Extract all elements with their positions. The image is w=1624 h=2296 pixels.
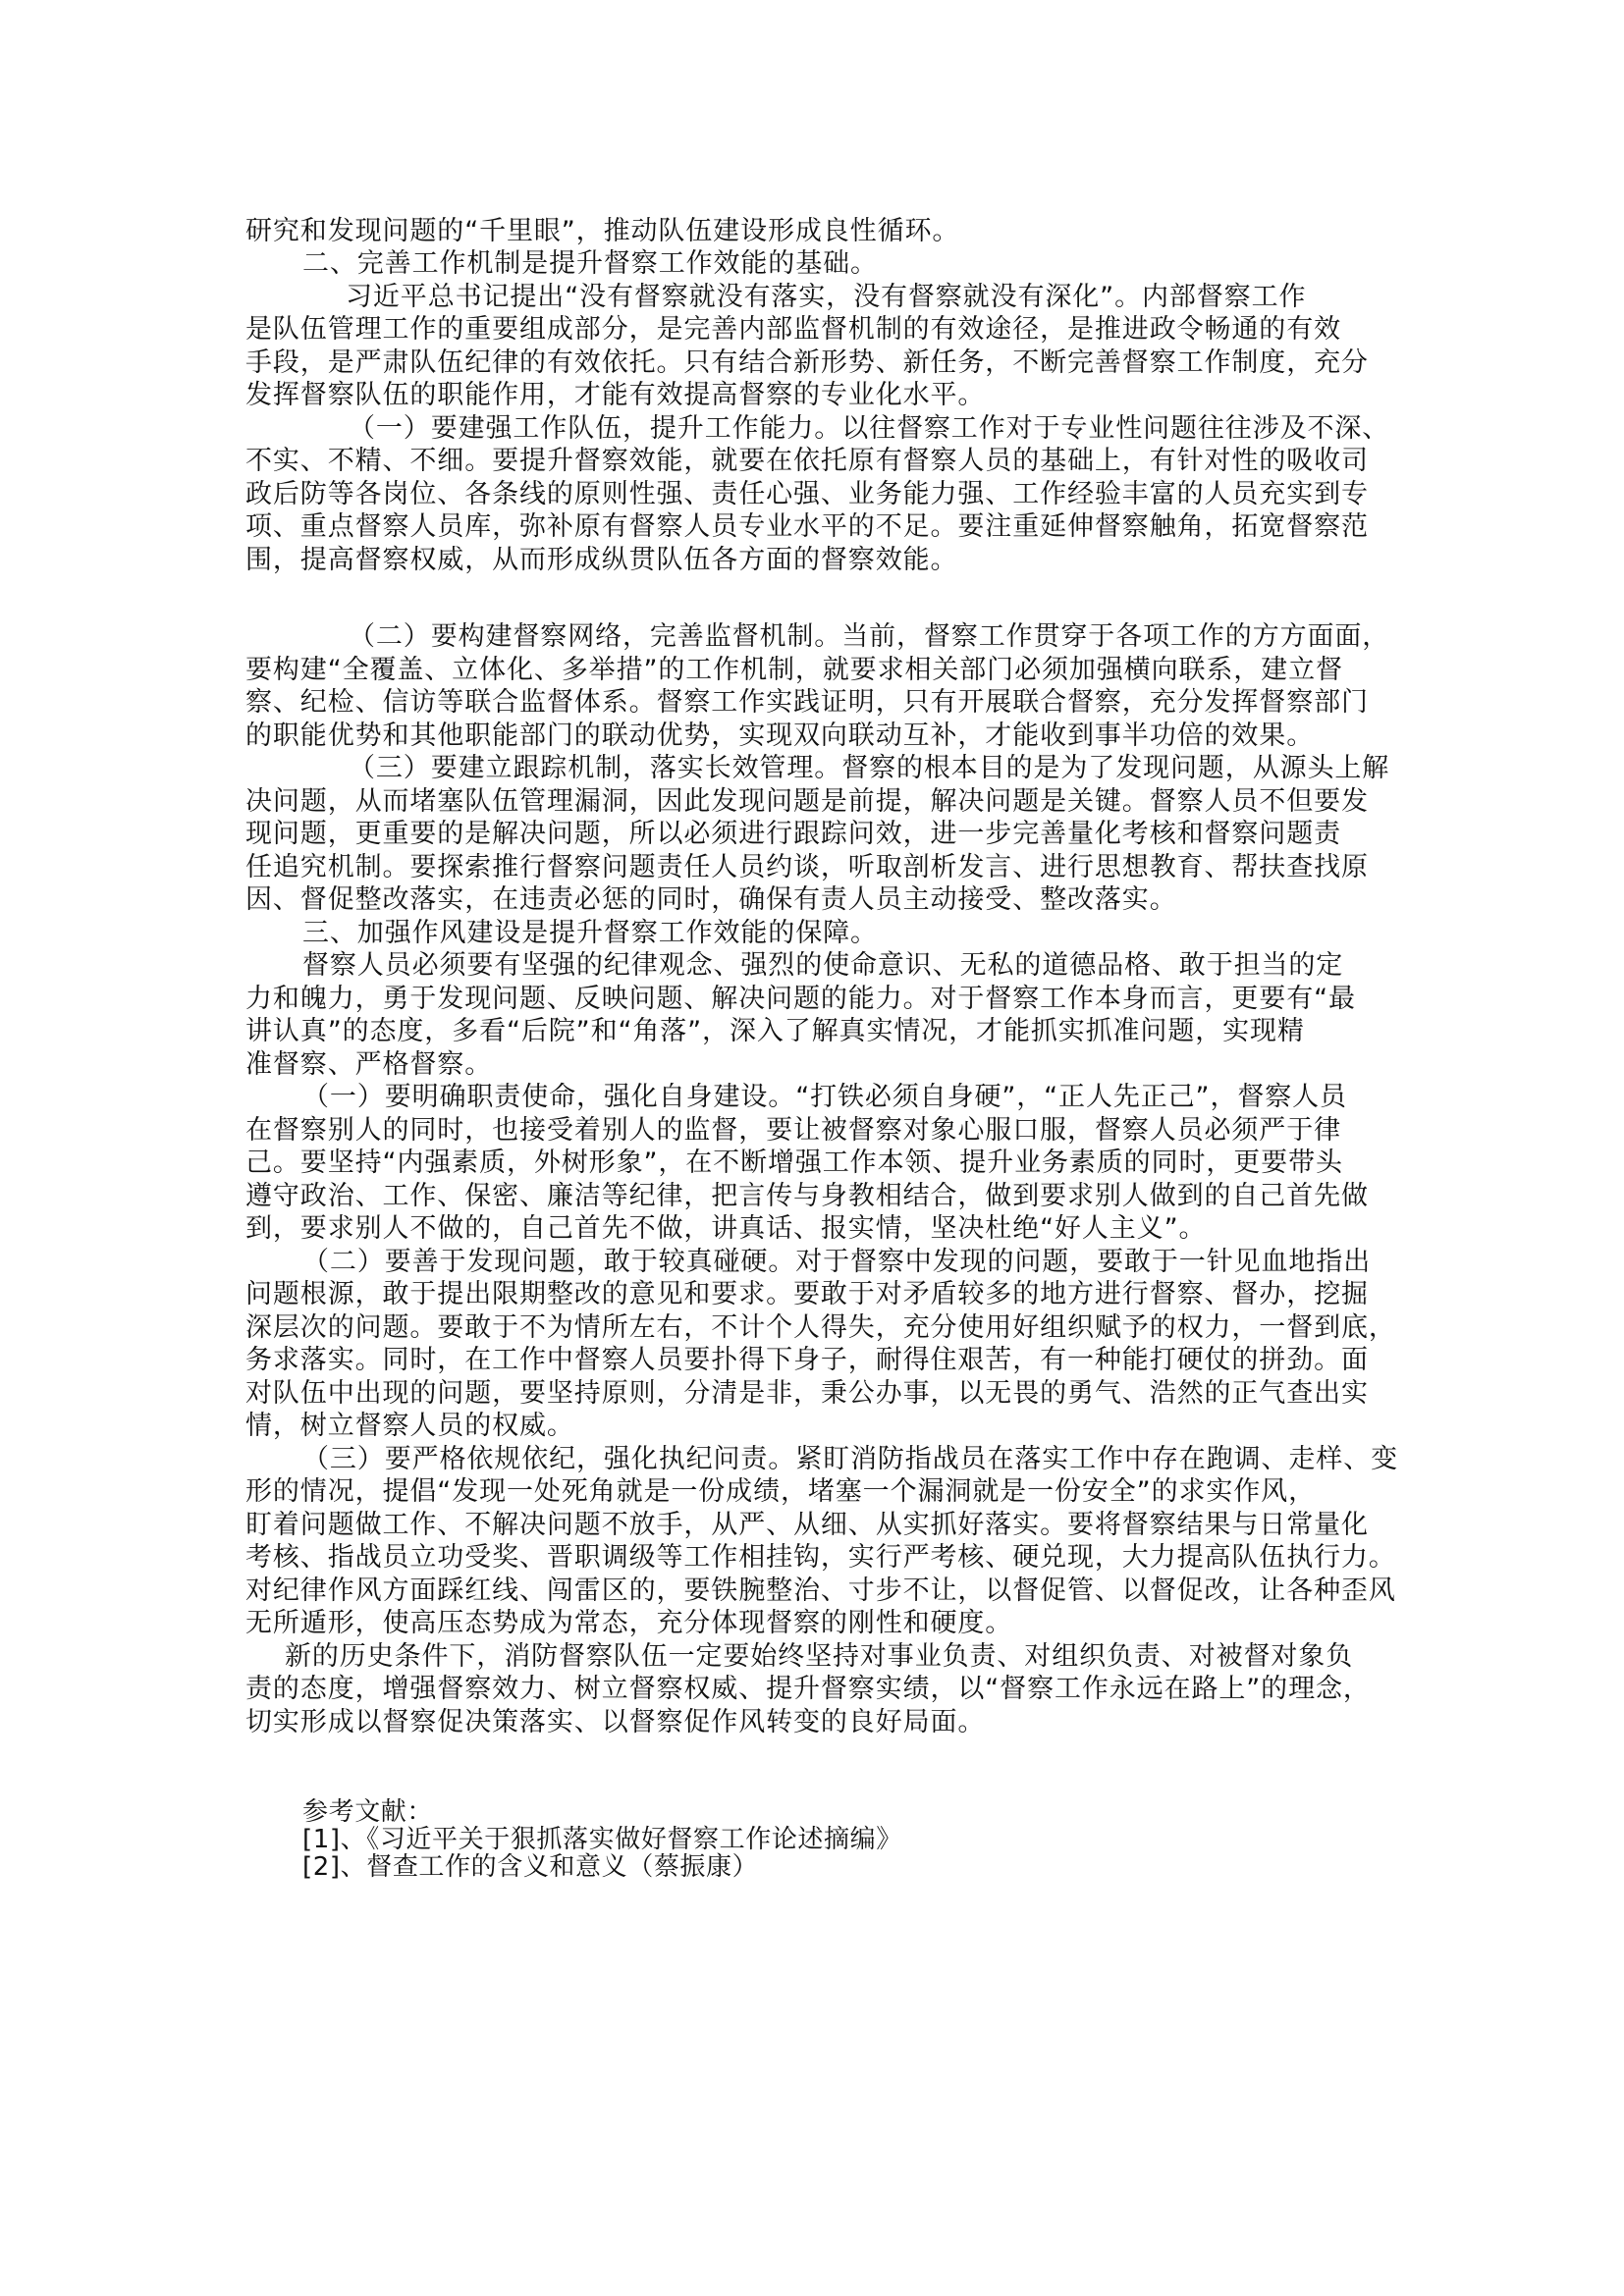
paragraph-line: 政后防等各岗位、各条线的原则性强、责任心强、业务能力强、工作经验丰富的人员充实到专 xyxy=(245,479,1369,509)
reference-item-2: [2]、督查工作的含义和意义（蔡振康） xyxy=(302,1852,759,1882)
paragraph-line: （三）要严格依规依纪，强化执纪问责。紧盯消防指战员在落实工作中存在跑调、走样、变 xyxy=(302,1444,1398,1474)
paragraph-line: 察、纪检、信访等联合监督体系。督察工作实践证明，只有开展联合督察，充分发挥督察部门 xyxy=(245,687,1369,718)
paragraph-line: 决问题，从而堵塞队伍管理漏洞，因此发现问题是前提，解决问题是关键。督察人员不但要发 xyxy=(245,786,1369,817)
paragraph-line: 盯着问题做工作、不解决问题不放手，从严、从细、从实抓好落实。要将督察结果与日常量化 xyxy=(245,1510,1369,1540)
paragraph-line: 准督察、严格督察。 xyxy=(245,1049,493,1080)
paragraph-line: 因、督促整改落实，在违责必惩的同时，确保有责人员主动接受、整改落实。 xyxy=(245,884,1177,915)
paragraph-line: （一）要建强工作队伍，提升工作能力。以往督察工作对于专业性问题往往涉及不深、 xyxy=(349,413,1390,444)
paragraph-line: 是队伍管理工作的重要组成部分，是完善内部监督机制的有效途径，是推进政令畅通的有效 xyxy=(245,314,1341,345)
paragraph-line: 到，要求别人不做的，自己首先不做，讲真话、报实情，坚决杜绝“好人主义”。 xyxy=(245,1213,1207,1244)
paragraph-line: 务求落实。同时，在工作中督察人员要扑得下身子，耐得住艰苦，有一种能打硬仗的拼劲。面 xyxy=(245,1345,1369,1375)
paragraph-line: 围，提高督察权威，从而形成纵贯队伍各方面的督察效能。 xyxy=(245,545,958,575)
paragraph-line: 项、重点督察人员库，弥补原有督察人员专业水平的不足。要注重延伸督察触角，拓宽督察范 xyxy=(245,511,1369,542)
paragraph-line: 现问题，更重要的是解决问题，所以必须进行跟踪问效，进一步完善量化考核和督察问题责 xyxy=(245,819,1341,849)
paragraph-line: 新的历史条件下，消防督察队伍一定要始终坚持对事业负责、对组织负责、对被督对象负 xyxy=(285,1641,1354,1672)
paragraph-line: 责的态度，增强督察效力、树立督察权威、提升督察实绩，以“督察工作永远在路上”的理念， xyxy=(245,1674,1371,1704)
paragraph-line: 讲认真”的态度，多看“后院”和“角落”，深入了解真实情况，才能抓实抓准问题，实现精 xyxy=(245,1016,1305,1046)
paragraph-line: 遵守政治、工作、保密、廉洁等纪律，把言传与身教相结合，做到要求别人做到的自己首先做 xyxy=(245,1181,1369,1211)
reference-item-1: [1]、《习近平关于狠抓落实做好督察工作论述摘编》 xyxy=(302,1825,902,1854)
paragraph-line: 要构建“全覆盖、立体化、多举措”的工作机制，就要求相关部门必须加强横向联系，建立督 xyxy=(245,655,1343,685)
paragraph-line: 的职能优势和其他职能部门的联动优势，实现双向联动互补，才能收到事半功倍的效果。 xyxy=(245,721,1315,751)
paragraph-line: 习近平总书记提出“没有督察就没有落实，没有督察就没有深化”。内部督察工作 xyxy=(346,282,1307,312)
paragraph-line: （二）要善于发现问题，敢于较真碰硬。对于督察中发现的问题，要敢于一针见血地指出 xyxy=(302,1247,1372,1277)
paragraph-line: 深层次的问题。要敢于不为情所左右，不计个人得失，充分使用好组织赋予的权力，一督到底， xyxy=(245,1312,1396,1343)
paragraph-line: 发挥督察队伍的职能作用，才能有效提高督察的专业化水平。 xyxy=(245,380,986,410)
paragraph-line: 无所遁形，使高压态势成为常态，充分体现督察的刚性和硬度。 xyxy=(245,1608,1013,1638)
paragraph-line: 在督察别人的同时，也接受着别人的监督，要让被督察对象心服口服，督察人员必须严于律 xyxy=(245,1115,1341,1146)
paragraph-line: （二）要构建督察网络，完善监督机制。当前，督察工作贯穿于各项工作的方方面面， xyxy=(349,621,1390,652)
paragraph-line: 形的情况，提倡“发现一处死角就是一份成绩，堵塞一个漏洞就是一份安全”的求实作风， xyxy=(245,1476,1316,1507)
paragraph-line: 手段，是严肃队伍纪律的有效依托。只有结合新形势、新任务，不断完善督察工作制度，充分 xyxy=(245,347,1369,378)
paragraph-line: 对队伍中出现的问题，要坚持原则，分清是非，秉公办事，以无畏的勇气、浩然的正气查出实 xyxy=(245,1378,1369,1409)
paragraph-line: 不实、不精、不细。要提升督察效能，就要在依托原有督察人员的基础上，有针对性的吸收司 xyxy=(245,446,1369,476)
paragraph-line: 任追究机制。要探索推行督察问题责任人员约谈，听取剖析发言、进行思想教育、帮扶查找原 xyxy=(245,852,1369,882)
paragraph-line: 力和魄力，勇于发现问题、反映问题、解决问题的能力。对于督察工作本身而言，更要有“最 xyxy=(245,984,1356,1014)
paragraph-line: （一）要明确职责使命，强化自身建设。“打铁必须自身硬”，“正人先正己”，督察人员 xyxy=(302,1082,1347,1112)
paragraph-line: 己。要坚持“内强素质，外树形象”，在不断增强工作本领、提升业务素质的同时，更要带头 xyxy=(245,1148,1343,1178)
paragraph-line: 二、完善工作机制是提升督察工作效能的基础。 xyxy=(302,248,878,279)
paragraph-line: （三）要建立跟踪机制，落实长效管理。督察的根本目的是为了发现问题，从源头上解 xyxy=(349,753,1390,783)
paragraph-line: 问题根源，敢于提出限期整改的意见和要求。要敢于对矛盾较多的地方进行督察、督办，挖掘 xyxy=(245,1279,1369,1309)
paragraph-line: 考核、指战员立功受奖、晋职调级等工作相挂钩，实行严考核、硬兑现，大力提高队伍执行力。 xyxy=(245,1542,1396,1573)
references-heading: 参考文献： xyxy=(302,1797,434,1827)
paragraph-line: 研究和发现问题的“千里眼”，推动队伍建设形成良性循环。 xyxy=(245,216,960,246)
paragraph-line: 督察人员必须要有坚强的纪律观念、强烈的使命意识、无私的道德品格、敢于担当的定 xyxy=(302,950,1344,981)
paragraph-line: 情，树立督察人员的权威。 xyxy=(245,1411,574,1441)
paragraph-line: 切实形成以督察促决策落实、以督察促作风转变的良好局面。 xyxy=(245,1707,986,1737)
paragraph-line: 三、加强作风建设是提升督察工作效能的保障。 xyxy=(302,918,878,948)
paragraph-line: 对纪律作风方面踩红线、闯雷区的，要铁腕整治、寸步不让，以督促管、以督促改，让各种歪风 xyxy=(245,1575,1396,1606)
